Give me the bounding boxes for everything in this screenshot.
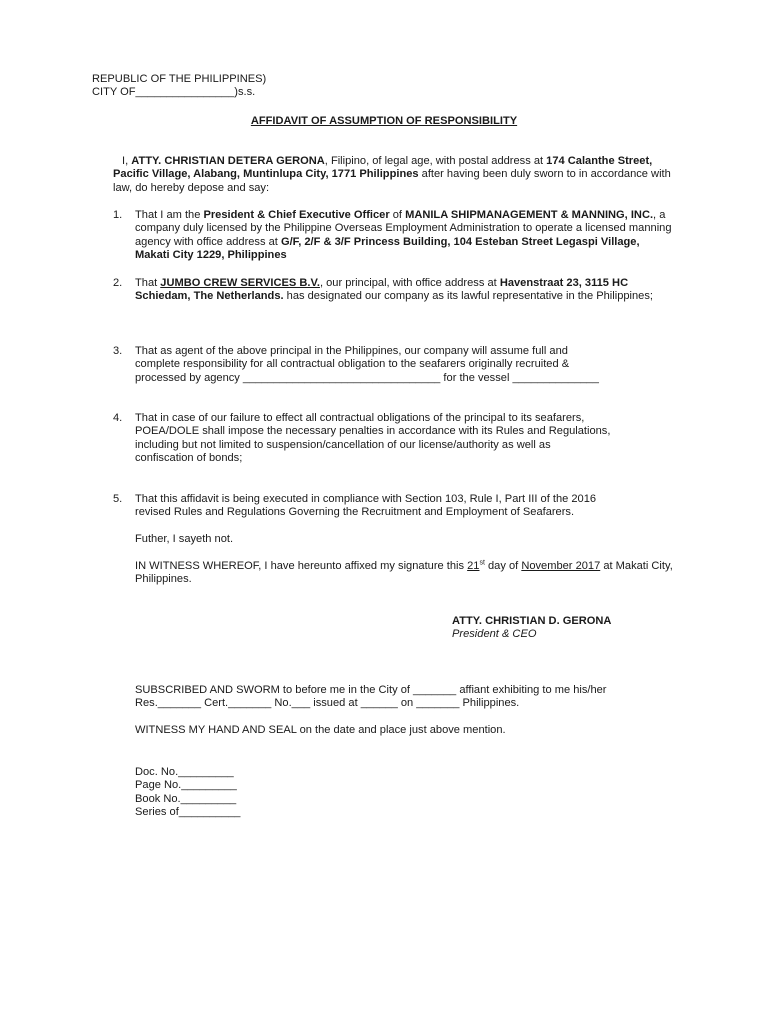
- witness-whereof: IN WITNESS WHEREOF, I have hereunto affixed my signature this 21st day of November 2017 at Makati City, Philippines.: [135, 559, 673, 586]
- item-number: 1.: [113, 209, 123, 221]
- item-5: That this affidavit is being executed in compliance with Section 103, Rule I, Part III of the 2016 revised Rules and Regulations Governing the Recruitment and Employment of Seafarers.: [135, 493, 597, 519]
- signing-month: November 2017: [521, 560, 601, 572]
- signatory-name: ATTY. CHRISTIAN D. GERONA: [452, 615, 612, 627]
- item-1: That I am the President & Chief Executive Officer of MANILA SHIPMANAGEMENT & MANNING, INC., a company duly licensed by the Philippine Overseas Employment Administration to operate a licensed manning agency with office address at G/F, 2/F & 3/F Princess Building, 104 Esteban Street Legaspi Village, Makati City 1229, Philippines: [135, 209, 672, 262]
- venue-header: [92, 73, 266, 100]
- doc-no: Doc. No._________: [135, 766, 234, 778]
- principal-name: JUMBO CREW SERVICES B.V.: [160, 277, 320, 289]
- affiant-name: ATTY. CHRISTIAN DETERA GERONA: [131, 155, 325, 167]
- page-no: Page No._________: [135, 779, 237, 792]
- signatory-title: President & CEO: [452, 628, 537, 641]
- venue-city: CITY OF________________)s.s.: [92, 86, 256, 99]
- item-4: That in case of our failure to effect all contractual obligations of the principal to its seafarers, POEA/DOLE shall impose the necessary penalties in accordance with its Rules and Regulations, including but not limited to suspension/cancellation of our license/authority as well as confiscation of bonds;: [135, 412, 611, 465]
- item-2: That JUMBO CREW SERVICES B.V., our principal, with office address at Havenstraat 23, 3115 HC Schiedam, The Netherlands. has designated our company as its lawful representative in the Philippines;: [135, 277, 653, 303]
- item-number: 4.: [113, 412, 123, 424]
- signing-day: 21: [467, 560, 480, 572]
- item-number: 5.: [113, 493, 123, 505]
- office-address: G/F, 2/F & 3/F Princess Building, 104 Esteban Street Legaspi Village, Makati City 1229, Philippines: [135, 235, 640, 262]
- principal-address: Havenstraat 23, 3115 HC Schiedam, The Netherlands.: [135, 277, 629, 303]
- witness-hand-seal: WITNESS MY HAND AND SEAL on the date and place just above mention.: [135, 724, 506, 736]
- series-of: Series of__________: [135, 806, 241, 819]
- officer-title: President & Chief Executive Officer: [203, 209, 390, 221]
- intro-paragraph: I, ATTY. CHRISTIAN DETERA GERONA, Filipino, of legal age, with postal address at 174 Calanthe Street, Pacific Village, Alabang, Muntinlupa City, 1771 Philippines after having been duly sworn to in accordance with law, do hereby depose and say:: [113, 155, 671, 194]
- venue-republic: REPUBLIC OF THE PHILIPPINES): [92, 73, 267, 85]
- company-name: MANILA SHIPMANAGEMENT & MANNING, INC.: [405, 209, 654, 221]
- document-title-wrap: [0, 115, 768, 128]
- book-no: Book No._________: [135, 792, 237, 805]
- item-3: That as agent of the above principal in the Philippines, our company will assume full and complete responsibility for all contractual obligation to the seafarers originally recruited & processed by agency ________________________________ for the vessel ______________: [135, 345, 599, 384]
- document-title: AFFIDAVIT OF ASSUMPTION OF RESPONSIBILITY: [250, 115, 518, 127]
- notarial-register: [135, 766, 240, 820]
- jurat: SUBSCRIBED AND SWORM to before me in the City of _______ affiant exhibiting to me his/her Res._______ Cert._______ No.___ issued at ______ on _______ Philippines.: [135, 684, 607, 710]
- affiant-address: 174 Calanthe Street, Pacific Village, Alabang, Muntinlupa City, 1771 Philippines: [113, 155, 653, 181]
- item-number: 2.: [113, 277, 123, 289]
- further-sayeth: Futher, I sayeth not.: [135, 533, 234, 545]
- item-number: 3.: [113, 345, 123, 357]
- signature-block: [452, 615, 611, 642]
